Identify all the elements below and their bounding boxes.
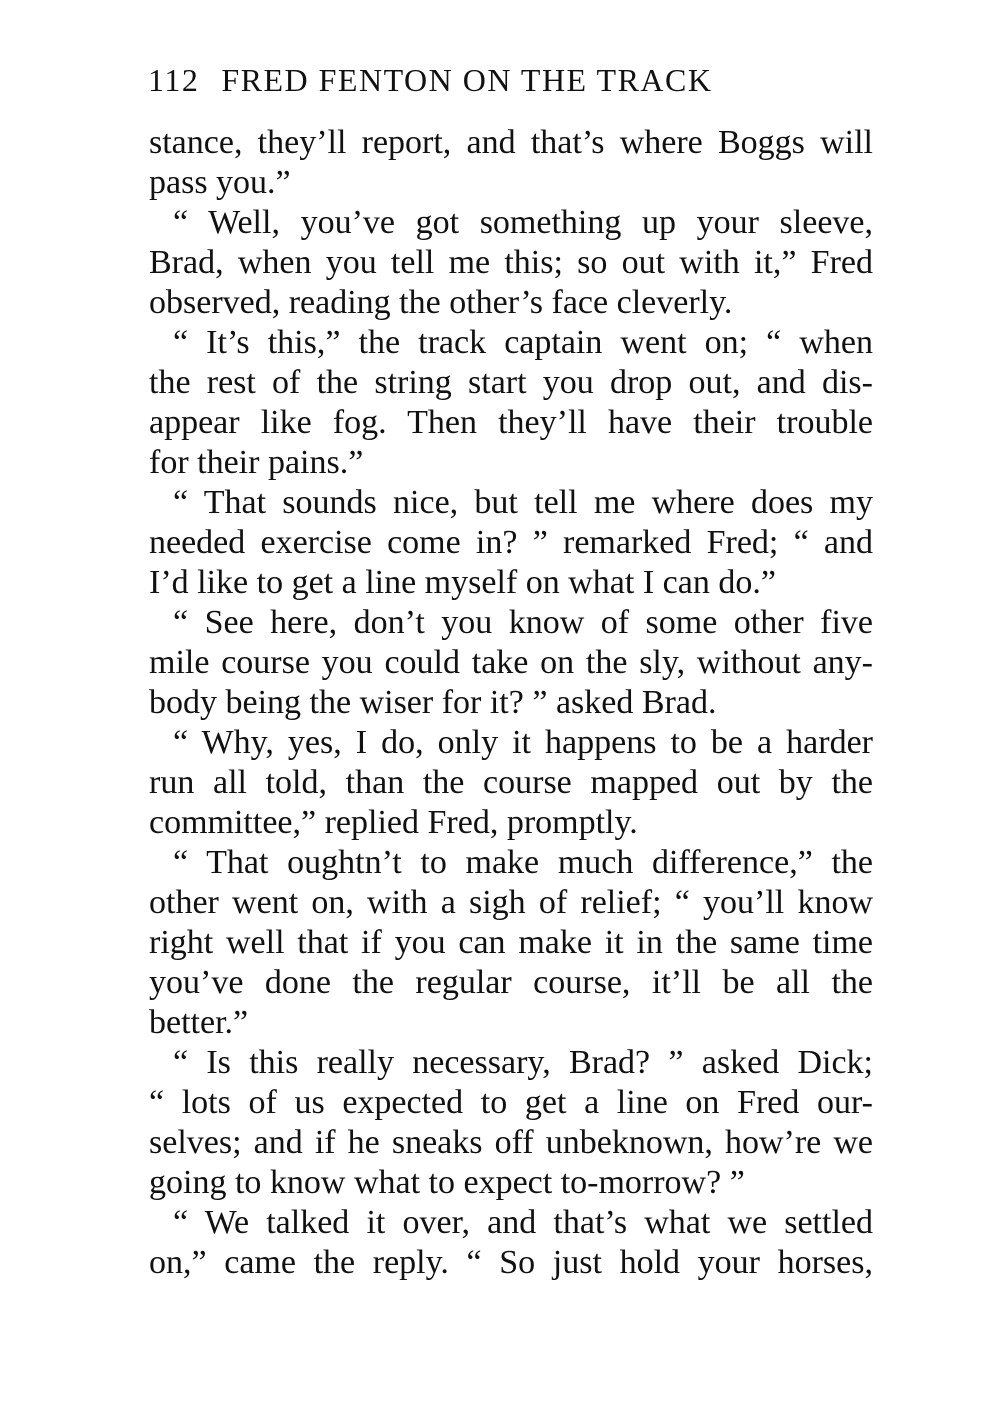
text-line: appear like fog. Then they’ll have their trouble: [149, 404, 873, 441]
text-line: “ We talked it over, and that’s what we settled: [173, 1204, 873, 1241]
text-line: observed, reading the other’s face cleverly.: [149, 284, 733, 321]
page-number: 112: [148, 62, 200, 98]
text-line: stance, they’ll report, and that’s where Boggs will: [149, 124, 873, 161]
text-line: “ See here, don’t you know of some other five: [173, 604, 873, 641]
text-line: needed exercise come in? ” remarked Fred; “ and: [149, 524, 873, 561]
text-line: “ That oughtn’t to make much difference,” the: [173, 844, 873, 881]
text-line: mile course you could take on the sly, without any-: [149, 644, 873, 681]
text-line: “ Well, you’ve got something up your sleeve,: [173, 204, 873, 241]
text-line: selves; and if he sneaks off unbeknown, how’re we: [149, 1124, 873, 1161]
text-line: “ lots of us expected to get a line on Fred our-: [149, 1084, 873, 1121]
running-head: [148, 60, 868, 100]
text-line: you’ve done the regular course, it’ll be all the: [149, 964, 873, 1001]
body-text: [149, 123, 873, 1283]
text-line: committee,” replied Fred, promptly.: [149, 804, 638, 841]
text-line: I’d like to get a line myself on what I can do.”: [149, 564, 776, 601]
text-line: “ That sounds nice, but tell me where does my: [173, 484, 873, 521]
text-line: run all told, than the course mapped out by the: [149, 764, 873, 801]
text-line: pass you.”: [149, 164, 291, 201]
text-line: “ It’s this,” the track captain went on; “ when: [173, 324, 873, 361]
text-line: going to know what to expect to-morrow? ”: [149, 1164, 745, 1201]
text-line: for their pains.”: [149, 444, 364, 481]
text-line: other went on, with a sigh of relief; “ you’ll know: [149, 884, 873, 921]
text-line: on,” came the reply. “ So just hold your horses,: [149, 1244, 873, 1281]
text-line: the rest of the string start you drop out, and dis-: [149, 364, 873, 401]
text-line: “ Is this really necessary, Brad? ” asked Dick;: [173, 1044, 873, 1081]
text-line: better.”: [149, 1004, 249, 1041]
text-line: Brad, when you tell me this; so out with it,” Fred: [149, 244, 873, 281]
text-line: “ Why, yes, I do, only it happens to be a harder: [173, 724, 873, 761]
text-line: right well that if you can make it in the same time: [149, 924, 873, 961]
book-title-header: FRED FENTON ON THE TRACK: [221, 62, 713, 98]
text-line: body being the wiser for it? ” asked Brad.: [149, 684, 717, 721]
